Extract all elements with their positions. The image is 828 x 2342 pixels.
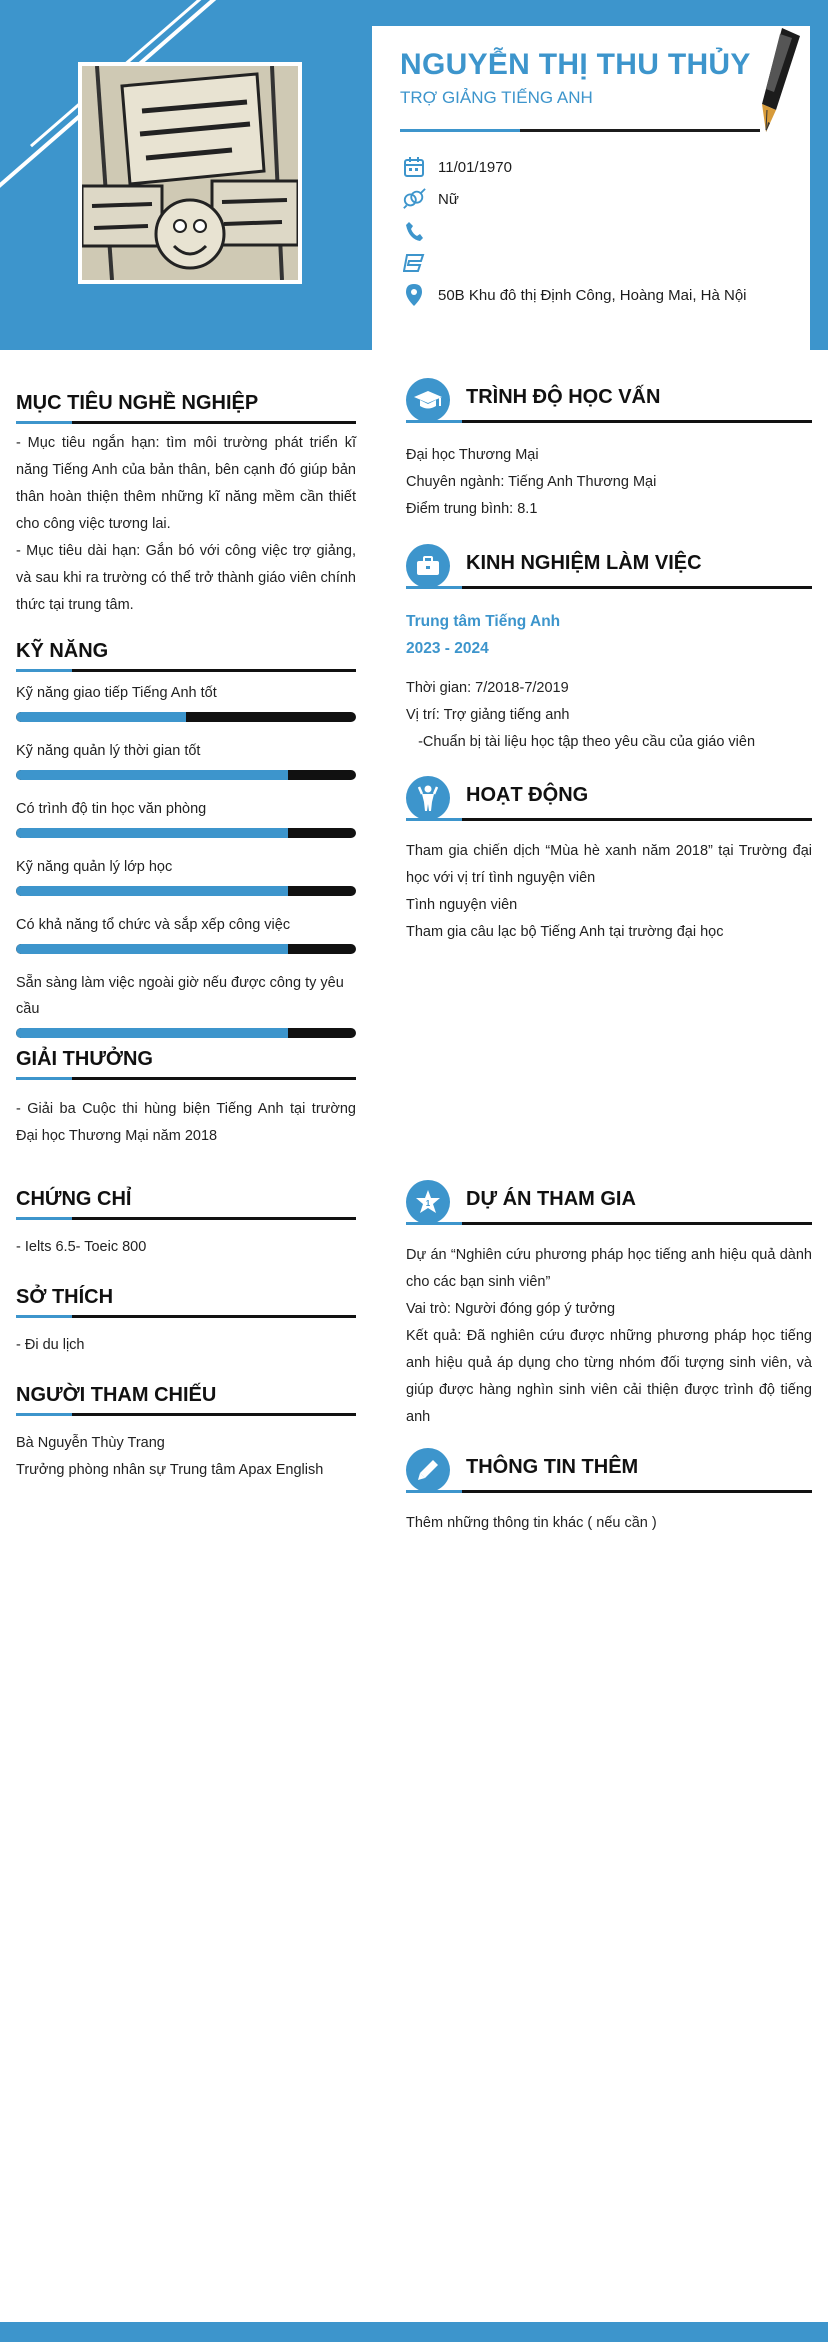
- contact-phone: [402, 218, 802, 244]
- skill-label: Có khả năng tổ chức và sắp xếp công việc: [16, 917, 291, 933]
- skill-level-fill: [16, 712, 186, 722]
- skills-title: KỸ NĂNG: [16, 640, 109, 662]
- experience-organization: Trung tâm Tiếng Anh: [406, 613, 561, 630]
- candidate-name: NGUYỄN THỊ THU THỦY: [400, 48, 751, 81]
- skill-item: [16, 970, 356, 1038]
- section-divider: [16, 421, 356, 424]
- address-text: 50B Khu đô thị Định Công, Hoàng Mai, Hà Nội: [438, 286, 747, 304]
- activity-item: Tham gia chiến dịch “Mùa hè xanh năm 2018” tại Trường đại học với vị trí tình nguyện viên: [406, 843, 812, 886]
- name-divider: [400, 129, 760, 132]
- skill-level-bar: [16, 944, 356, 954]
- experience-position: Vị trí: Trợ giảng tiếng anh: [406, 707, 570, 723]
- skill-level-fill: [16, 770, 288, 780]
- section-projects: [406, 1180, 812, 1430]
- gender-icon: [402, 188, 426, 210]
- experience-header: [406, 544, 812, 592]
- certificates-text: - Ielts 6.5- Toeic 800: [16, 1239, 147, 1255]
- extra-info-header: [406, 1448, 812, 1496]
- education-school: Đại học Thương Mại: [406, 447, 539, 463]
- section-activities: [406, 776, 812, 956]
- extra-info-text: Thêm những thông tin khác ( nếu cần ): [406, 1515, 657, 1531]
- section-skills: [16, 640, 356, 1054]
- section-divider: [16, 669, 356, 672]
- projects-header: [406, 1180, 812, 1228]
- section-divider: [16, 1315, 356, 1318]
- header-right-band: [810, 26, 828, 350]
- skill-label: Kỹ năng quản lý thời gian tốt: [16, 743, 201, 759]
- calendar-icon: [402, 156, 426, 178]
- svg-text:1: 1: [425, 1199, 431, 1208]
- activity-item: Tình nguyện viên: [406, 897, 518, 913]
- objective-long-term: - Mục tiêu dài hạn: Gắn bó với công việc trợ giảng, và sau khi ra trường có thể trở thành giáo viên chính thức tại trung tâm.: [16, 543, 356, 613]
- reference-title: Trưởng phòng nhân sự Trung tâm Apax English: [16, 1462, 324, 1478]
- section-objective: [16, 392, 356, 619]
- skill-level-fill: [16, 828, 288, 838]
- activities-title: HOẠT ĐỘNG: [466, 784, 589, 806]
- skill-level-bar: [16, 1028, 356, 1038]
- skill-level-fill: [16, 1028, 288, 1038]
- skill-item: [16, 738, 356, 780]
- profile-photo: [78, 62, 302, 284]
- phone-icon: [402, 220, 426, 242]
- objective-title: MỤC TIÊU NGHỀ NGHIỆP: [16, 392, 259, 414]
- extra-info-title: THÔNG TIN THÊM: [466, 1456, 639, 1478]
- skill-level-bar: [16, 828, 356, 838]
- profile-info-card: [372, 26, 810, 350]
- section-divider: [16, 1077, 356, 1080]
- section-divider: [16, 1413, 356, 1416]
- birthdate-text: 11/01/1970: [438, 158, 512, 176]
- education-title: TRÌNH ĐỘ HỌC VẤN: [466, 386, 661, 408]
- section-extra-info: [406, 1448, 812, 1558]
- contact-birthdate: [402, 154, 802, 180]
- skill-item: [16, 854, 356, 896]
- fountain-pen-icon: [752, 28, 802, 140]
- skill-label: Sẵn sàng làm việc ngoài giờ nếu được công ty yêu cầu: [16, 975, 344, 1017]
- location-pin-icon: [402, 284, 426, 306]
- projects-title: DỰ ÁN THAM GIA: [466, 1188, 636, 1210]
- skill-label: Có trình độ tin học văn phòng: [16, 801, 207, 817]
- project-name: Dự án “Nghiên cứu phương pháp học tiếng anh hiệu quả dành cho các bạn sinh viên”: [406, 1247, 812, 1290]
- experience-time: Thời gian: 7/2018-7/2019: [406, 680, 569, 696]
- awards-text: - Giải ba Cuộc thi hùng biện Tiếng Anh tại trường Đại học Thương Mại năm 2018: [16, 1101, 356, 1144]
- section-hobbies: [16, 1286, 356, 1359]
- graduation-cap-icon: [406, 378, 450, 422]
- contact-address: [402, 282, 802, 308]
- skill-item: [16, 680, 356, 722]
- section-references: [16, 1384, 356, 1484]
- gender-text: Nữ: [438, 190, 459, 208]
- section-certificates: [16, 1188, 356, 1261]
- section-education: [406, 378, 812, 528]
- experience-duty: -Chuẩn bị tài liệu học tập theo yêu cầu của giáo viên: [406, 734, 756, 750]
- contact-email: [402, 250, 802, 276]
- reference-name: Bà Nguyễn Thùy Trang: [16, 1435, 165, 1451]
- footer-band: [0, 2322, 828, 2342]
- awards-title: GIẢI THƯỞNG: [16, 1048, 153, 1070]
- briefcase-icon: [406, 544, 450, 588]
- contact-gender: [402, 186, 802, 212]
- references-title: NGƯỜI THAM CHIẾU: [16, 1384, 217, 1406]
- education-major: Chuyên ngành: Tiếng Anh Thương Mại: [406, 474, 657, 490]
- hobbies-text: - Đi du lịch: [16, 1337, 85, 1353]
- education-header: [406, 378, 812, 426]
- candidate-role: TRỢ GIẢNG TIẾNG ANH: [400, 88, 593, 107]
- experience-period: 2023 - 2024: [406, 640, 489, 657]
- skill-level-fill: [16, 944, 288, 954]
- skill-item: [16, 796, 356, 838]
- project-result: Kết quả: Đã nghiên cứu được những phương pháp học tiếng anh hiệu quả áp dụng cho từng nhóm đối tượng sinh viên, và giúp được hàng nghìn sinh viên cải thiện được trình độ tiếng anh: [406, 1328, 812, 1425]
- hobbies-title: SỞ THÍCH: [16, 1286, 114, 1308]
- section-awards: [16, 1048, 356, 1150]
- section-experience: [406, 544, 812, 764]
- objective-short-term: - Mục tiêu ngắn hạn: tìm môi trường phát triển kĩ năng Tiếng Anh của bản thân, bên cạnh đó giúp bản thân hoàn thiện thêm những kĩ năng mềm cần thiết cho công việc tương lai.: [16, 435, 356, 532]
- skill-label: Kỹ năng giao tiếp Tiếng Anh tốt: [16, 685, 217, 701]
- certificates-title: CHỨNG CHỈ: [16, 1188, 132, 1210]
- star-badge-icon: [406, 1180, 450, 1224]
- email-icon: [402, 252, 426, 274]
- activities-header: [406, 776, 812, 824]
- person-icon: [406, 776, 450, 820]
- project-role: Vai trò: Người đóng góp ý tưởng: [406, 1301, 616, 1317]
- section-divider: [16, 1217, 356, 1220]
- pencil-icon: [406, 1448, 450, 1492]
- skill-level-bar: [16, 770, 356, 780]
- activity-item: Tham gia câu lạc bộ Tiếng Anh tại trường đại học: [406, 924, 724, 940]
- skill-level-bar: [16, 886, 356, 896]
- skills-list: [16, 680, 356, 1038]
- experience-title: KINH NGHIỆM LÀM VIỆC: [466, 552, 702, 574]
- skill-level-fill: [16, 886, 288, 896]
- skill-label: Kỹ năng quản lý lớp học: [16, 859, 173, 875]
- education-gpa: Điểm trung bình: 8.1: [406, 501, 538, 517]
- skill-level-bar: [16, 712, 356, 722]
- skill-item: [16, 912, 356, 954]
